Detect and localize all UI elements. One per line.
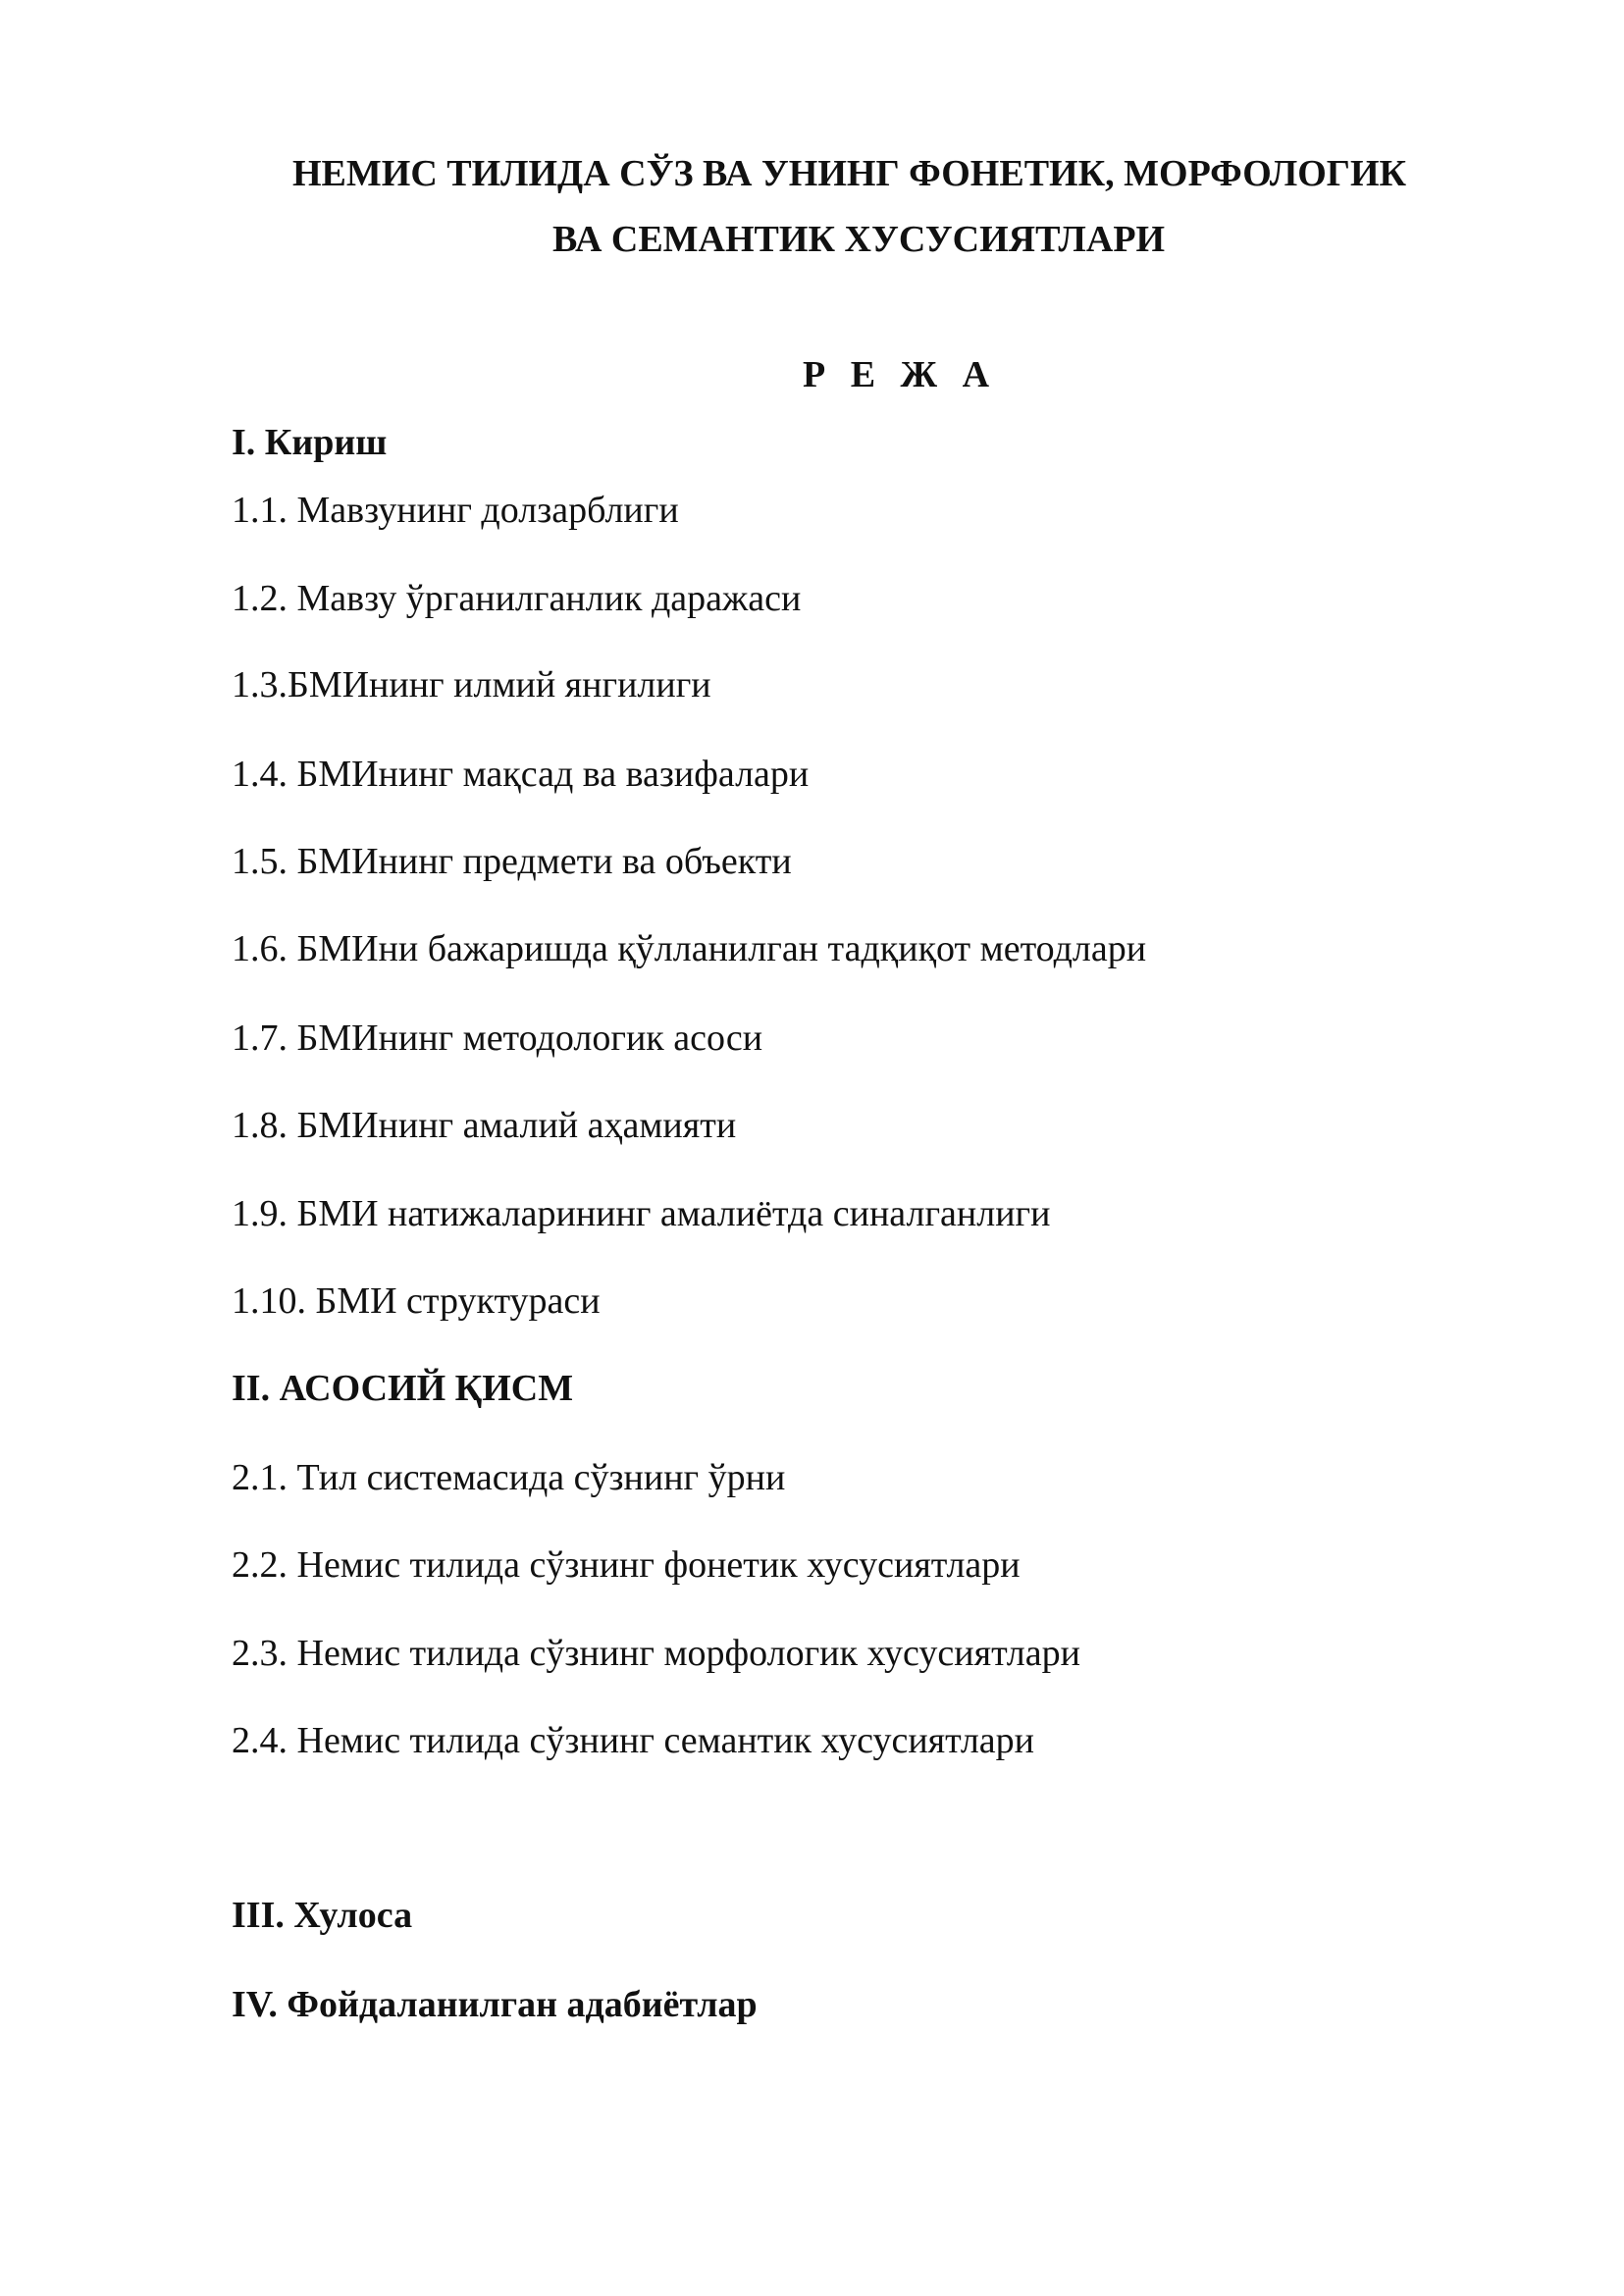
document-title-line-1: НЕМИС ТИЛИДА СЎЗ ВА УНИНГ ФОНЕТИК, МОРФОЛОГИК xyxy=(292,153,1407,194)
plan-heading: Р Е Ж А xyxy=(803,354,998,395)
toc-item: 2.2. Немис тилида сўзнинг фонетик хусусиятлари xyxy=(232,1544,1021,1586)
section-heading-introduction: I. Кириш xyxy=(232,422,388,463)
toc-item: 2.3. Немис тилида сўзнинг морфологик хусусиятлари xyxy=(232,1633,1080,1674)
section-heading-conclusion: III. Хулоса xyxy=(232,1895,413,1936)
toc-item: 1.5. БМИнинг предмети ва объекти xyxy=(232,841,792,882)
toc-item: 1.10. БМИ структураси xyxy=(232,1280,601,1322)
toc-item: 2.4. Немис тилида сўзнинг семантик хусусиятлари xyxy=(232,1720,1034,1761)
toc-item: 1.4. БМИнинг мақсад ва вазифалари xyxy=(232,754,810,795)
toc-item: 1.8. БМИнинг амалий аҳамияти xyxy=(232,1105,737,1146)
section-heading-main-part: II. АСОСИЙ ҚИСМ xyxy=(232,1368,574,1409)
section-heading-references: IV. Фойдаланилган адабиётлар xyxy=(232,1984,758,2025)
toc-item: 1.6. БМИни бажаришда қўлланилган тадқиқот методлари xyxy=(232,928,1147,969)
toc-item: 1.1. Мавзунинг долзарблиги xyxy=(232,490,679,531)
toc-item: 1.9. БМИ натижаларининг амалиётда синалганлиги xyxy=(232,1193,1051,1234)
toc-item: 1.3.БМИнинг илмий янгилиги xyxy=(232,664,711,705)
toc-item: 1.7. БМИнинг методологик асоси xyxy=(232,1018,763,1059)
toc-item: 1.2. Мавзу ўрганилганлик даражаси xyxy=(232,578,802,619)
document-title-line-2: ВА СЕМАНТИК ХУСУСИЯТЛАРИ xyxy=(552,219,1166,260)
toc-item: 2.1. Тил системасида сўзнинг ўрни xyxy=(232,1457,786,1498)
